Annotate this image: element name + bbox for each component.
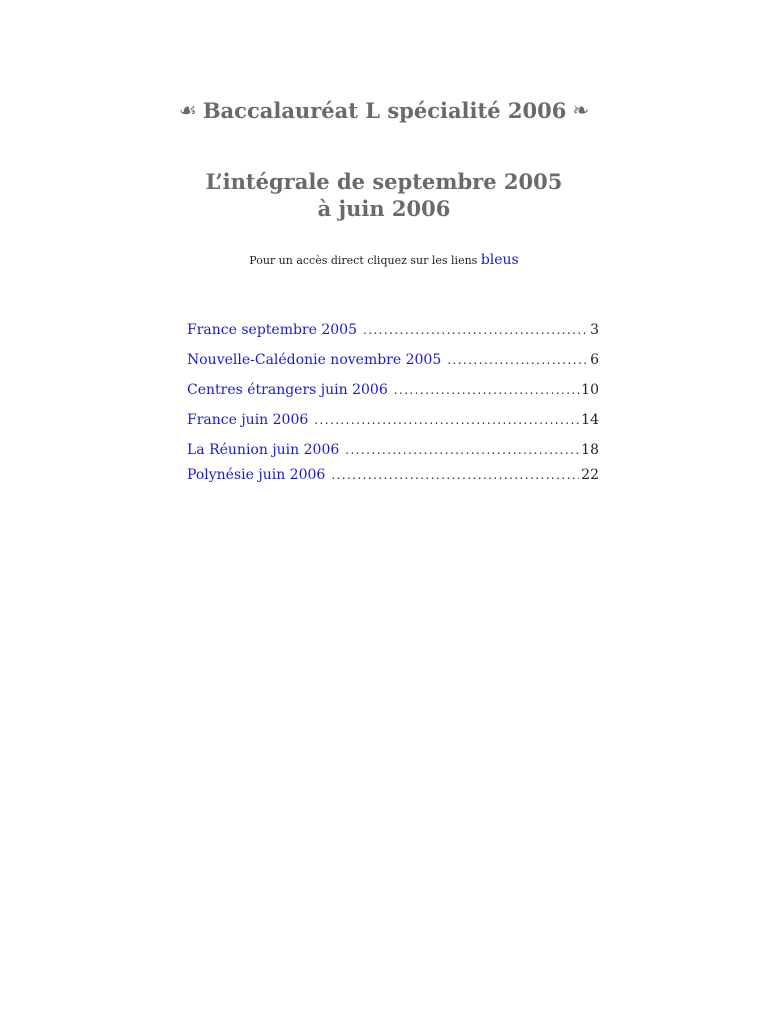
- toc-entry-page: 10: [581, 382, 599, 398]
- toc-leader-dots: [394, 383, 579, 397]
- instruction-text: Pour un accès direct cliquez sur les liens: [249, 254, 478, 267]
- toc-entry-la-reunion-juin-2006[interactable]: [187, 442, 599, 462]
- toc-entry-page: 22: [581, 467, 599, 483]
- toc-leader-dots: [345, 443, 579, 457]
- toc-entry-title[interactable]: Polynésie juin 2006: [187, 467, 326, 483]
- toc-entry-title[interactable]: France juin 2006: [187, 412, 309, 428]
- toc-entry-polynesie-juin-2006[interactable]: [187, 467, 599, 487]
- toc-entry-title[interactable]: Nouvelle-Calédonie novembre 2005: [187, 352, 442, 368]
- toc-entry-nouvelle-caledonie-novembre-2005[interactable]: [187, 352, 599, 372]
- toc-entry-page: 6: [590, 352, 599, 368]
- toc-leader-dots: [363, 323, 588, 337]
- toc-entry-centres-etrangers-juin-2006[interactable]: [187, 382, 599, 402]
- fleuron-left-icon: ☙: [178, 98, 197, 122]
- toc-entry-page: 14: [581, 412, 599, 428]
- subtitle-line-1: L’intégrale de septembre 2005: [205, 169, 563, 194]
- toc-leader-dots: [314, 413, 579, 427]
- toc-leader-dots: [331, 468, 579, 482]
- toc-entry-title[interactable]: Centres étrangers juin 2006: [187, 382, 388, 398]
- document-title: [0, 98, 768, 123]
- toc-entry-page: 3: [590, 322, 599, 338]
- toc-entry-title[interactable]: France septembre 2005: [187, 322, 357, 338]
- document-subtitle: [0, 168, 768, 222]
- toc-entry-title[interactable]: La Réunion juin 2006: [187, 442, 340, 458]
- toc-entry-page: 18: [581, 442, 599, 458]
- instruction-note: [0, 252, 768, 268]
- subtitle-line-2: à juin 2006: [317, 196, 451, 221]
- document-title-text: Baccalauréat L spécialité 2006: [202, 98, 567, 123]
- instruction-link-word: bleus: [480, 252, 519, 268]
- toc-leader-dots: [447, 353, 588, 367]
- toc-entry-france-septembre-2005[interactable]: [187, 322, 599, 342]
- fleuron-right-icon: ❧: [572, 98, 590, 122]
- toc-entry-france-juin-2006[interactable]: [187, 412, 599, 432]
